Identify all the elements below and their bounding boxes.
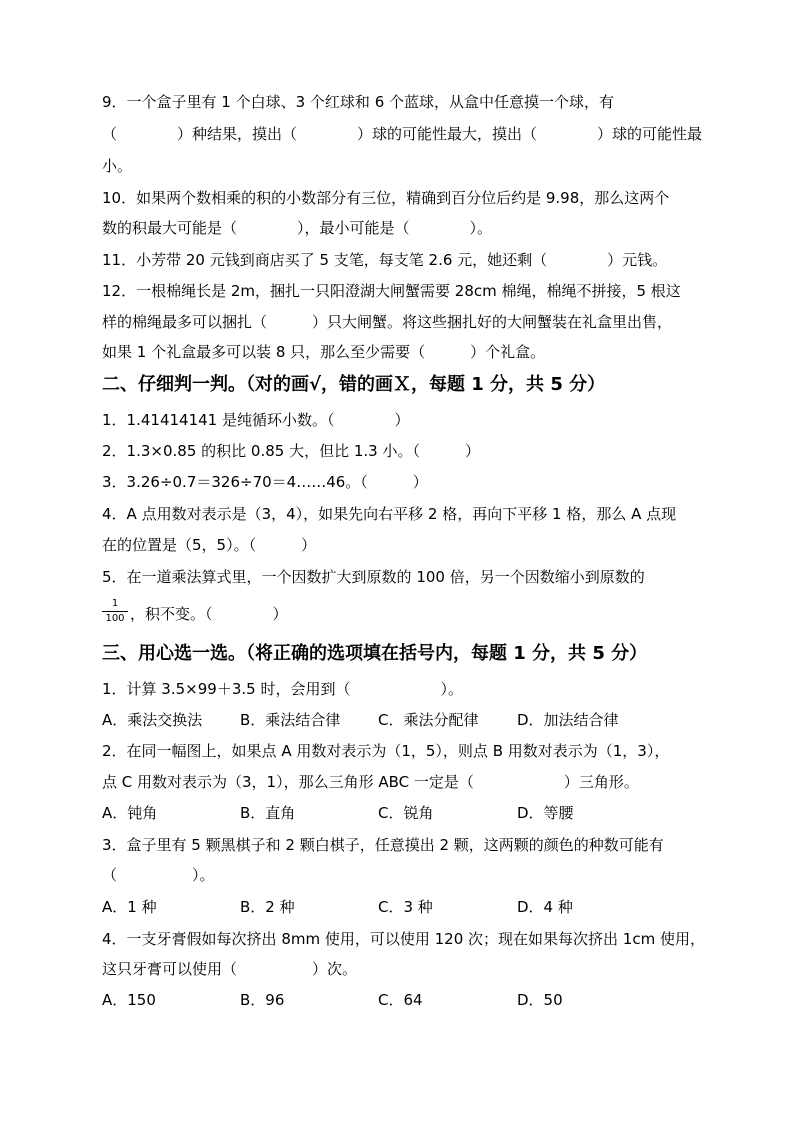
choice-4-option-c: C．64 <box>378 991 423 1009</box>
choice-4-option-a: A．150 <box>102 991 156 1009</box>
choice-question-2-line-1: 2．在同一幅图上，如果点 A 用数对表示为（1，5），则点 B 用数对表示为（1，3）， <box>102 742 670 760</box>
choice-1-option-a: A．乘法交换法 <box>102 711 203 729</box>
judge-question-4-line-1: 4．A 点用数对表示是（3，4），如果先向右平移 2 格，再向下平移 1 格，那么 A 点现 <box>102 505 677 523</box>
fraction-numerator: 1 <box>111 598 119 609</box>
fraction-one-hundredth <box>102 598 128 625</box>
choice-1-option-b: B．乘法结合律 <box>240 711 341 729</box>
question-9-line-2: （ ）种结果，摸出（ ）球的可能性最大，摸出（ ）球的可能性最 <box>102 125 703 143</box>
choice-2-option-b: B．直角 <box>240 804 296 822</box>
choice-3-option-b: B．2 种 <box>240 898 295 916</box>
choice-question-1: 1．计算 3.5×99＋3.5 时，会用到（ ）。 <box>102 680 463 698</box>
judge-question-5-line-2: ，积不变。（ ） <box>130 605 288 623</box>
choice-3-option-c: C．3 种 <box>378 898 433 916</box>
question-9-line-1: 9．一个盒子里有 1 个白球、3 个红球和 6 个蓝球，从盒中任意摸一个球，有 <box>102 93 615 111</box>
question-10-line-1: 10．如果两个数相乘的积的小数部分有三位，精确到百分位后约是 9.98，那么这两个 <box>102 189 670 207</box>
choice-question-4-line-2: 这只牙膏可以使用（ ）次。 <box>102 960 358 978</box>
question-10-line-2: 数的积最大可能是（ ），最小可能是（ ）。 <box>102 219 493 237</box>
question-12-line-3: 如果 1 个礼盒最多可以装 8 只，那么至少需要（ ）个礼盒。 <box>102 343 546 361</box>
choice-question-4-line-1: 4．一支牙膏假如每次挤出 8mm 使用，可以使用 120 次；现在如果每次挤出 1cm 使用， <box>102 930 705 948</box>
choice-3-option-d: D．4 种 <box>517 898 573 916</box>
choice-4-option-d: D．50 <box>517 991 563 1009</box>
question-11-line-1: 11．小芳带 20 元钱到商店买了 5 支笔，每支笔 2.6 元，她还剩（ ）元钱。 <box>102 251 668 269</box>
choice-question-3-line-1: 3．盒子里有 5 颗黑棋子和 2 颗白棋子，任意摸出 2 颗，这两颗的颜色的种数可能有 <box>102 836 664 854</box>
question-12-line-2: 样的棉绳最多可以捆扎（ ）只大闸蟹。将这些捆扎好的大闸蟹装在礼盒里出售， <box>102 313 673 331</box>
choice-2-option-c: C．锐角 <box>378 804 434 822</box>
fraction-denominator: 100 <box>105 613 125 624</box>
choice-2-option-a: A．钝角 <box>102 804 158 822</box>
judge-question-3: 3．3.26÷0.7＝326÷70＝4……46。（ ） <box>102 473 428 491</box>
judge-question-2: 2．1.3×0.85 的积比 0.85 大，但比 1.3 小。（ ） <box>102 442 480 460</box>
judge-question-5-line-1: 5．在一道乘法算式里，一个因数扩大到原数的 100 倍，另一个因数缩小到原数的 <box>102 568 645 586</box>
judge-question-1: 1．1.41414141 是纯循环小数。（ ） <box>102 411 410 429</box>
question-12-line-1: 12．一根棉绳长是 2m，捆扎一只阳澄湖大闸蟹需要 28cm 棉绳，棉绳不拼接，5 根这 <box>102 282 681 300</box>
section-title-choose: 三、用心选一选。（将正确的选项填在括号内，每题 1 分，共 5 分） <box>102 643 648 664</box>
choice-2-option-d: D．等腰 <box>517 804 574 822</box>
choice-question-2-line-2: 点 C 用数对表示为（3，1），那么三角形 ABC 一定是（ ）三角形。 <box>102 773 639 791</box>
choice-1-option-c: C．乘法分配律 <box>378 711 479 729</box>
judge-question-4-line-2: 在的位置是（5，5）。（ ） <box>102 536 317 554</box>
choice-3-option-a: A．1 种 <box>102 898 157 916</box>
choice-4-option-b: B．96 <box>240 991 285 1009</box>
choice-1-option-d: D．加法结合律 <box>517 711 619 729</box>
question-9-line-3: 小。 <box>102 157 133 175</box>
choice-question-3-line-2: （ ）。 <box>102 866 215 884</box>
fraction-bar <box>102 611 128 612</box>
section-title-judge: 二、仔细判一判。（对的画√，错的画Ｘ，每题 1 分，共 5 分） <box>102 374 606 395</box>
